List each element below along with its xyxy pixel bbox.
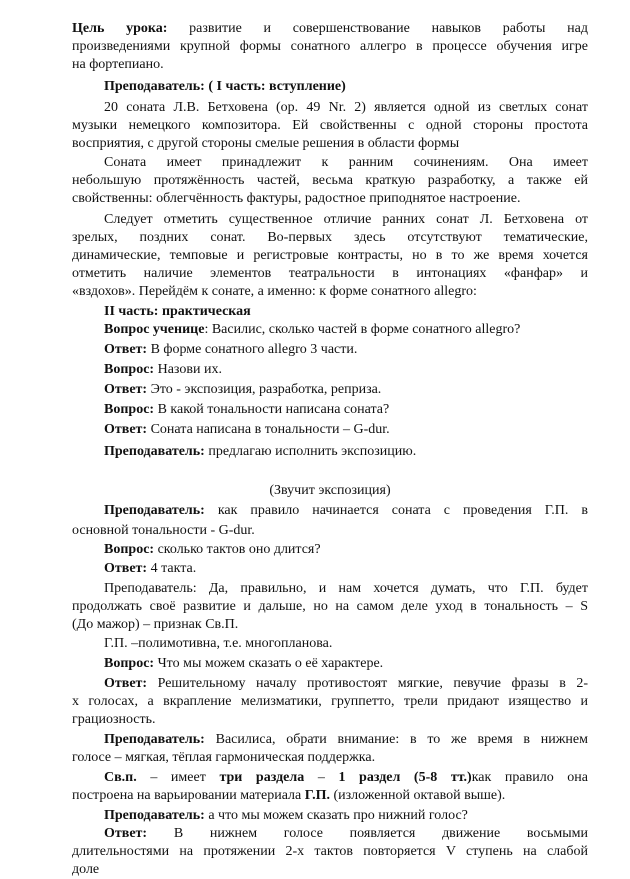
text-line — [104, 321, 588, 339]
text-line — [72, 616, 588, 634]
text-run: В какой тональности написана соната? — [157, 402, 390, 417]
text-line — [72, 522, 588, 540]
text-run: Следует отметить существенное отличие ранних сонат Л. Бетховена от — [104, 212, 588, 227]
text-line — [104, 78, 588, 96]
text-line — [104, 675, 588, 693]
text-run: «вздохов». Перейдём к сонате, а именно: к форме сонатного allegro: — [72, 284, 477, 299]
text-run: небольшую протяжённость частей, весьма краткую разработку, а также ей — [72, 173, 588, 188]
text-line — [104, 154, 588, 172]
text-run: динамические, темповые и регистровые контрасты, но в то же время хочется — [72, 248, 588, 263]
text-line — [104, 560, 588, 578]
text-run: (изложенной октавой выше). — [329, 788, 506, 803]
text-run: зрелых, поздних сонат. Во-первых здесь отсутствуют тематические, — [72, 230, 588, 245]
text-run: (До мажор) – признак Св.П. — [72, 617, 239, 632]
bold-run: Вопрос: — [104, 656, 158, 671]
text-run: произведениями крупной формы сонатного аллегро в процессе обучения игре — [72, 39, 588, 54]
text-run: сколько тактов оно длится? — [157, 542, 321, 557]
text-run: основной тональности - G-dur. — [72, 523, 255, 538]
text-run: продолжать своё развитие и дальше, но на самом деле уход в тональность – S — [72, 599, 588, 614]
bold-run: Преподаватель: — [104, 808, 209, 823]
text-line — [72, 711, 588, 729]
text-line — [104, 580, 588, 598]
bold-run: три раздела — [219, 770, 305, 785]
text-run: длительностями на протяжении 2-х тактов повторяется V ступень на слабой — [72, 844, 588, 859]
bold-run: Вопрос: — [104, 542, 158, 557]
text-run: В форме сонатного allegro 3 части. — [150, 342, 358, 357]
text-run: свойственны: облегчённость фактуры, радостное приподнятое настроение. — [72, 191, 521, 206]
bold-run: Ответ: — [104, 422, 151, 437]
text-line — [72, 229, 588, 247]
bold-run: Ответ: — [104, 826, 174, 841]
text-run: доле — [72, 862, 100, 877]
text-line — [104, 443, 588, 461]
text-line — [104, 341, 588, 359]
text-line — [104, 635, 588, 653]
text-line — [72, 861, 588, 879]
text-line — [104, 502, 588, 520]
text-line — [72, 598, 588, 616]
text-line — [72, 749, 588, 767]
text-run: как правило она — [471, 770, 588, 785]
text-run: восприятия, с другой стороны смелые решения в области формы — [72, 136, 460, 151]
text-run: В нижнем голосе появляется движение восьмыми — [173, 826, 588, 841]
text-run: Г.П. –полимотивна, т.е. многопланова. — [104, 636, 333, 651]
bold-run: Преподаватель: — [104, 503, 218, 518]
text-run: предлагаю исполнить экспозицию. — [208, 444, 417, 459]
text-line — [72, 172, 588, 190]
text-run: х голосах, а вкрапление мелизматики, группетто, трели придают изящество и — [72, 694, 588, 709]
bold-run: Ответ: — [104, 561, 151, 576]
text-run: 20 соната Л.В. Бетховена (ор. 49 Nr. 2) является одной из светлых сонат — [104, 100, 588, 115]
text-run: Преподаватель: Да, правильно, и нам хочется думать, что Г.П. будет — [104, 581, 588, 596]
bold-run: Преподаватель: — [104, 732, 216, 747]
text-run: отметить наличие элементов театральности в интонациях «фанфар» и — [72, 266, 588, 281]
bold-run: Преподаватель: ( I часть: вступление) — [104, 79, 346, 94]
text-line — [104, 807, 588, 825]
text-run: построена на варьировании материала — [72, 788, 305, 803]
text-run: на фортепиано. — [72, 57, 164, 72]
text-line — [72, 38, 588, 56]
bold-run: Ответ: — [104, 342, 151, 357]
text-run: Соната написана в тональности – G-dur. — [150, 422, 390, 437]
text-line — [104, 211, 588, 229]
text-line — [104, 421, 588, 439]
text-line — [72, 247, 588, 265]
text-run: Это - экспозиция, разработка, реприза. — [150, 382, 382, 397]
bold-run: Вопрос: — [104, 362, 158, 377]
text-line — [72, 190, 588, 208]
text-line — [72, 283, 588, 301]
bold-run: Вопрос ученице — [104, 322, 205, 337]
text-run: 4 такта. — [150, 561, 197, 576]
text-line — [72, 56, 588, 74]
text-line — [104, 655, 588, 673]
text-line — [72, 843, 588, 861]
text-run: – — [304, 770, 339, 785]
text-run: Василиса, обрати внимание: в то же время в нижнем — [215, 732, 588, 747]
text-line — [104, 361, 588, 379]
text-run: как правило начинается соната с проведения Г.П. в — [217, 503, 588, 518]
text-run: – имеет — [136, 770, 220, 785]
text-line — [104, 541, 588, 559]
text-run: Решительному началу противостоят мягкие, певучие фразы в 2- — [157, 676, 588, 691]
text-run: музыки немецкого композитора. Ей свойственны с одной стороны простота — [72, 118, 588, 133]
bold-run: Г.П. — [304, 788, 330, 803]
text-line — [104, 303, 588, 321]
bold-run: 1 раздел (5-8 тт.) — [338, 770, 472, 785]
text-line — [104, 401, 588, 419]
text-run: Соната имеет принадлежит к ранним сочинениям. Она имеет — [104, 155, 588, 170]
text-run: : Василис, сколько частей в форме сонатного allegro? — [204, 322, 521, 337]
bold-run: Преподаватель: — [104, 444, 209, 459]
bold-run: II часть: практическая — [104, 304, 251, 319]
text-run: голосе – мягкая, тёплая гармоническая поддержка. — [72, 750, 376, 765]
text-line — [104, 769, 588, 787]
bold-run: Св.п. — [104, 770, 137, 785]
bold-run: Ответ: — [104, 382, 151, 397]
text-line — [72, 135, 588, 153]
text-line — [104, 731, 588, 749]
bold-run: Вопрос: — [104, 402, 158, 417]
text-line — [104, 381, 588, 399]
text-line — [104, 99, 588, 117]
text-line — [72, 693, 588, 711]
bold-run: Цель урока: — [72, 21, 190, 36]
text-line — [72, 117, 588, 135]
text-run: Что мы можем сказать о её характере. — [157, 656, 384, 671]
text-line — [72, 20, 588, 38]
text-run: грациозность. — [72, 712, 156, 727]
text-run: а что мы можем сказать про нижний голос? — [208, 808, 468, 823]
text-line — [104, 825, 588, 843]
text-run: (Звучит экспозиция) — [269, 483, 391, 498]
text-line — [72, 482, 588, 500]
text-run: Назови их. — [157, 362, 222, 377]
text-run: развитие и совершенствование навыков работы над — [189, 21, 588, 36]
text-line — [72, 787, 588, 805]
text-line — [72, 265, 588, 283]
bold-run: Ответ: — [104, 676, 158, 691]
